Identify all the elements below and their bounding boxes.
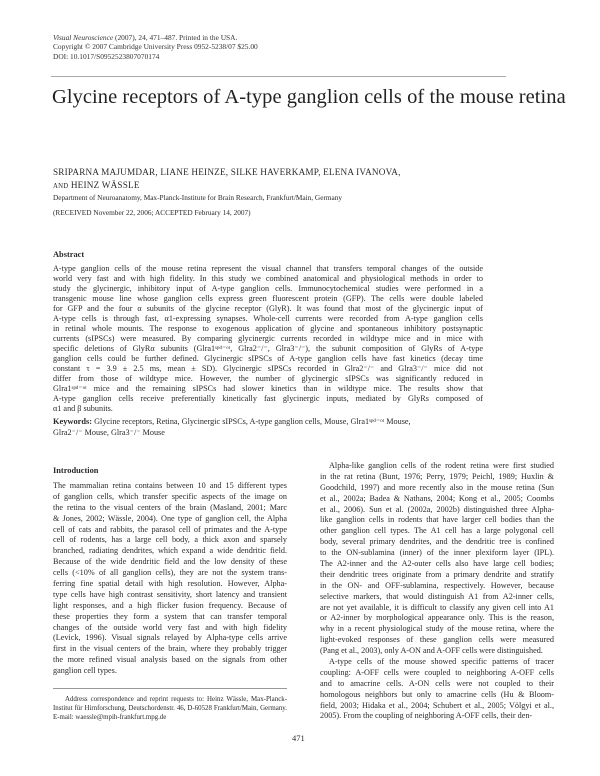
text-line: Alpha-like ganglion cells of the rodent retina were first studied (329, 461, 554, 470)
text-line: to the ON-sublamina (inner) of the inner plexiform layer (IPL). (320, 548, 554, 558)
text-line: first in the visual centers of the brain, where they probably trigger (53, 644, 287, 654)
text-line: study the glycinergic, inhibitory input of A-type ganglion cells. Immunocytochemical studies were performed in a (53, 284, 483, 293)
text-line: currents (sIPSCs) were measured. By comparing glycinergic currents recorded in wildtype mice and in mice with (53, 334, 483, 343)
text-line: Because of the wide dendritic field and the low density of these (53, 557, 287, 567)
text-line: et al., 2006). Sun et al. (2002a, 2002b) distinguished three Alpha- (320, 504, 554, 514)
text-line: changes of the outside world very fast and with high fidelity (53, 622, 287, 632)
doi: DOI: 10.1017/S0952523807070174 (53, 51, 160, 61)
affiliation: Department of Neuroanatomy, Max-Planck-Institute for Brain Research, Frankfurt/Main, Germany (53, 193, 343, 202)
text-line: light responses, and a high flicker fusion frequency. Because of (53, 600, 287, 610)
footnote-rule (53, 688, 287, 689)
text-line: like ganglion cells in rodents that have larger cell bodies than the (320, 515, 554, 525)
journal-name: Visual Neuroscience (53, 33, 114, 42)
footnote-text: Address correspondence and reprint requests to: Heinz Wässle, Max-Planck-Institut für Hirnforschung, Deutschordenstr. 46, D-60528 Frankfurt/Main, Germany. E-mail: waessle@mpih-frankfurt.mpg.de (53, 696, 287, 722)
text-line: their dendritic trees originate from a primary dendrite and stratify (320, 569, 554, 579)
text-line: (Pang et al., 2003), only A-ON and A-OFF cells were distinguished. (320, 646, 543, 656)
introduction-left-column (53, 481, 287, 677)
text-line: branched, radiating dendrites, which expand a wide dendritic field. (53, 546, 287, 556)
text-line: the more refined visual analysis based on the signals from other (53, 655, 287, 665)
text-line: why in a recent physiological study of the mouse retina, where the (320, 624, 554, 634)
paper-title: Glycine receptors of A-type ganglion cells of the mouse retina (52, 86, 566, 108)
authors (53, 166, 401, 193)
copyright: Copyright © 2007 Cambridge University Press 0952-5238/07 $25.00 (53, 42, 258, 52)
abstract-body (53, 264, 483, 414)
text-line: A-type ganglion cells receive preferentially kinetically fast glycinergic inputs, mediated by GlyRs composed of (53, 394, 483, 403)
text-line: (Levick, 1996). Visual signals relayed by Alpha-type cells arrive (53, 633, 287, 643)
text-line: cells (<10% of all ganglion cells), they are not the system trans- (53, 568, 287, 578)
text-line: specific deletions of GlyRα subunits (Glra1ˢᵖᵈ⁻ᵒᵗ, Glra2⁻/⁻, Glra3⁻/⁻), the subunit composition of GlyRs of A-type (53, 344, 483, 353)
text-line: in the rat retina (Bunt, 1976; Perry, 1979; Peichl, 1989; Huxlin & (320, 471, 554, 481)
authors-line-2: HEINZ WÄSSLE (70, 180, 140, 190)
page-number: 471 (292, 733, 305, 743)
keywords-label: Keywords: (53, 417, 93, 426)
text-line: type cells have high contrast sensitivity, short latency and transient (53, 589, 287, 599)
text-line: or A2-inner by morphological appearance only. This is the reason, (320, 613, 554, 623)
header-rule (51, 76, 506, 77)
keywords-line-1: Glycine receptors, Retina, Glycinergic sIPSCs, A-type ganglion cells, Mouse, Glra1ˢᵖᵈ⁻ᵒᵗ Mouse, (94, 417, 411, 426)
received-dates: (RECEIVED November 22, 2006; ACCEPTED February 14, 2007) (53, 208, 251, 217)
text-line: 2005). From the coupling of neighboring A-OFF cells, their den- (320, 711, 533, 721)
text-line: Goodchild, 1997) and more recently also in the mouse retina (Sun (320, 482, 554, 492)
text-line: differ from those of wildtype mice. However, the number of glycinergic sIPSCs was significantly reduced in (53, 374, 483, 383)
text-line: cell of cats and rabbits, the parasol cell of primates and the A-type (53, 524, 287, 534)
text-line: the retina to the visual centers of the brain (Masland, 2001; Marc (53, 502, 287, 512)
text-line: The mammalian retina contains between 10 and 15 different types (53, 481, 287, 490)
introduction-heading: Introduction (53, 466, 99, 475)
text-line: The A2-inner and the A2-outer cells also have large cell bodies; (320, 559, 554, 569)
text-line: these properties they form a system that can transfer temporal (53, 611, 287, 621)
text-line: A-type ganglion cells of the mouse retina represent the visual channel that transfers temporal changes of the outside (53, 264, 483, 273)
text-line: ferring fine spatial detail with high resolution. However, Alpha- (53, 579, 287, 589)
keywords (53, 417, 473, 438)
abstract-heading: Abstract (53, 250, 85, 259)
journal-header (53, 33, 258, 61)
text-line: field, 2003; Hidaka et al., 2004; Schubert et al., 2005; Völgyi et al., (320, 700, 554, 710)
keywords-line-2: Glra2⁻/⁻ Mouse, Glra3⁻/⁻ Mouse (53, 427, 165, 437)
text-line: and to amacrine cells. A-ON cells were not coupled to their (320, 678, 554, 688)
text-line: constant τ = 3.9 ± 2.5 ms, mean ± SD). Glycinergic sIPSCs recorded in Glra2⁻/⁻ and Glra3⁻/⁻ mice did not (53, 364, 483, 373)
text-line: transgenic mouse line whose ganglion cells express green fluorescent protein (GFP). The cells were double labeled (53, 294, 483, 303)
text-line: cell of rodents, has a large cell body, a thick axon and sparsely (53, 535, 287, 545)
text-line: of ganglion cells, which transfer specific aspects of the image on (53, 491, 287, 501)
text-line: in the ON- and OFF-sublamina, respectively. However, because (320, 580, 554, 590)
introduction-right-column (320, 461, 554, 722)
text-line: α1 and β subunits. (53, 404, 113, 413)
text-line: ganglion cell types. (53, 666, 117, 676)
text-line: ganglion cells could be further defined. Glycinergic sIPSCs of A-type ganglion cells have fast kinetics (decay time (53, 354, 483, 363)
text-line: in retinal whole mounts. The response to exogenous application of glycine and spontaneous inhibitory postsynaptic (53, 324, 483, 333)
text-line: coupling: A-OFF cells were coupled to neighboring A-OFF cells (320, 667, 554, 677)
text-line: body, several primary dendrites, and the dendritic tree is confined (320, 537, 554, 547)
text-line: A-type cells of the mouse showed specific patterns of tracer (329, 657, 554, 667)
text-line: A-type cells is through fast, α1-expressing synapses. Whole-cell currents were recorded from A-type ganglion cells (53, 314, 483, 323)
text-line: et al., 2002a; Badea & Nathans, 2004; Kong et al., 2005; Coombs (320, 493, 554, 503)
text-line: Glra1ˢᵖᵈ⁻ᵒᵗ mice and the remaining sIPSCs had slower kinetics than in wildtype mice. The results show that (53, 384, 483, 393)
citation: (2007), 24, 471–487. Printed in the USA. (113, 33, 238, 42)
text-line: selective markers, that would distinguish A1 from A2-inner cells, (320, 591, 554, 601)
text-line: other ganglion cell types. The A1 cell has a large polygonal cell (320, 526, 554, 536)
authors-and: AND (53, 183, 69, 190)
text-line: & Jones, 2002; Wässle, 2004). One type of ganglion cell, the Alpha (53, 513, 287, 523)
text-line: are not yet available, it is difficult to classify any given cell into A1 (320, 602, 554, 612)
text-line: for GFP and the four α subunits of the glycine receptor (GlyR). It was found that most of the glycinergic input of (53, 304, 483, 313)
text-line: light-evoked responses of these ganglion cells were measured (320, 635, 554, 645)
correspondence-footnote (53, 695, 287, 723)
text-line: homologous neighbors but only to amacrine cells (Hu & Bloom- (320, 689, 554, 699)
authors-line-1: SRIPARNA MAJUMDAR, LIANE HEINZE, SILKE HAVERKAMP, ELENA IVANOVA, (53, 167, 401, 177)
text-line: world very fast and with high fidelity. In this study we combined anatomical and physiological methods in order to (53, 274, 483, 283)
